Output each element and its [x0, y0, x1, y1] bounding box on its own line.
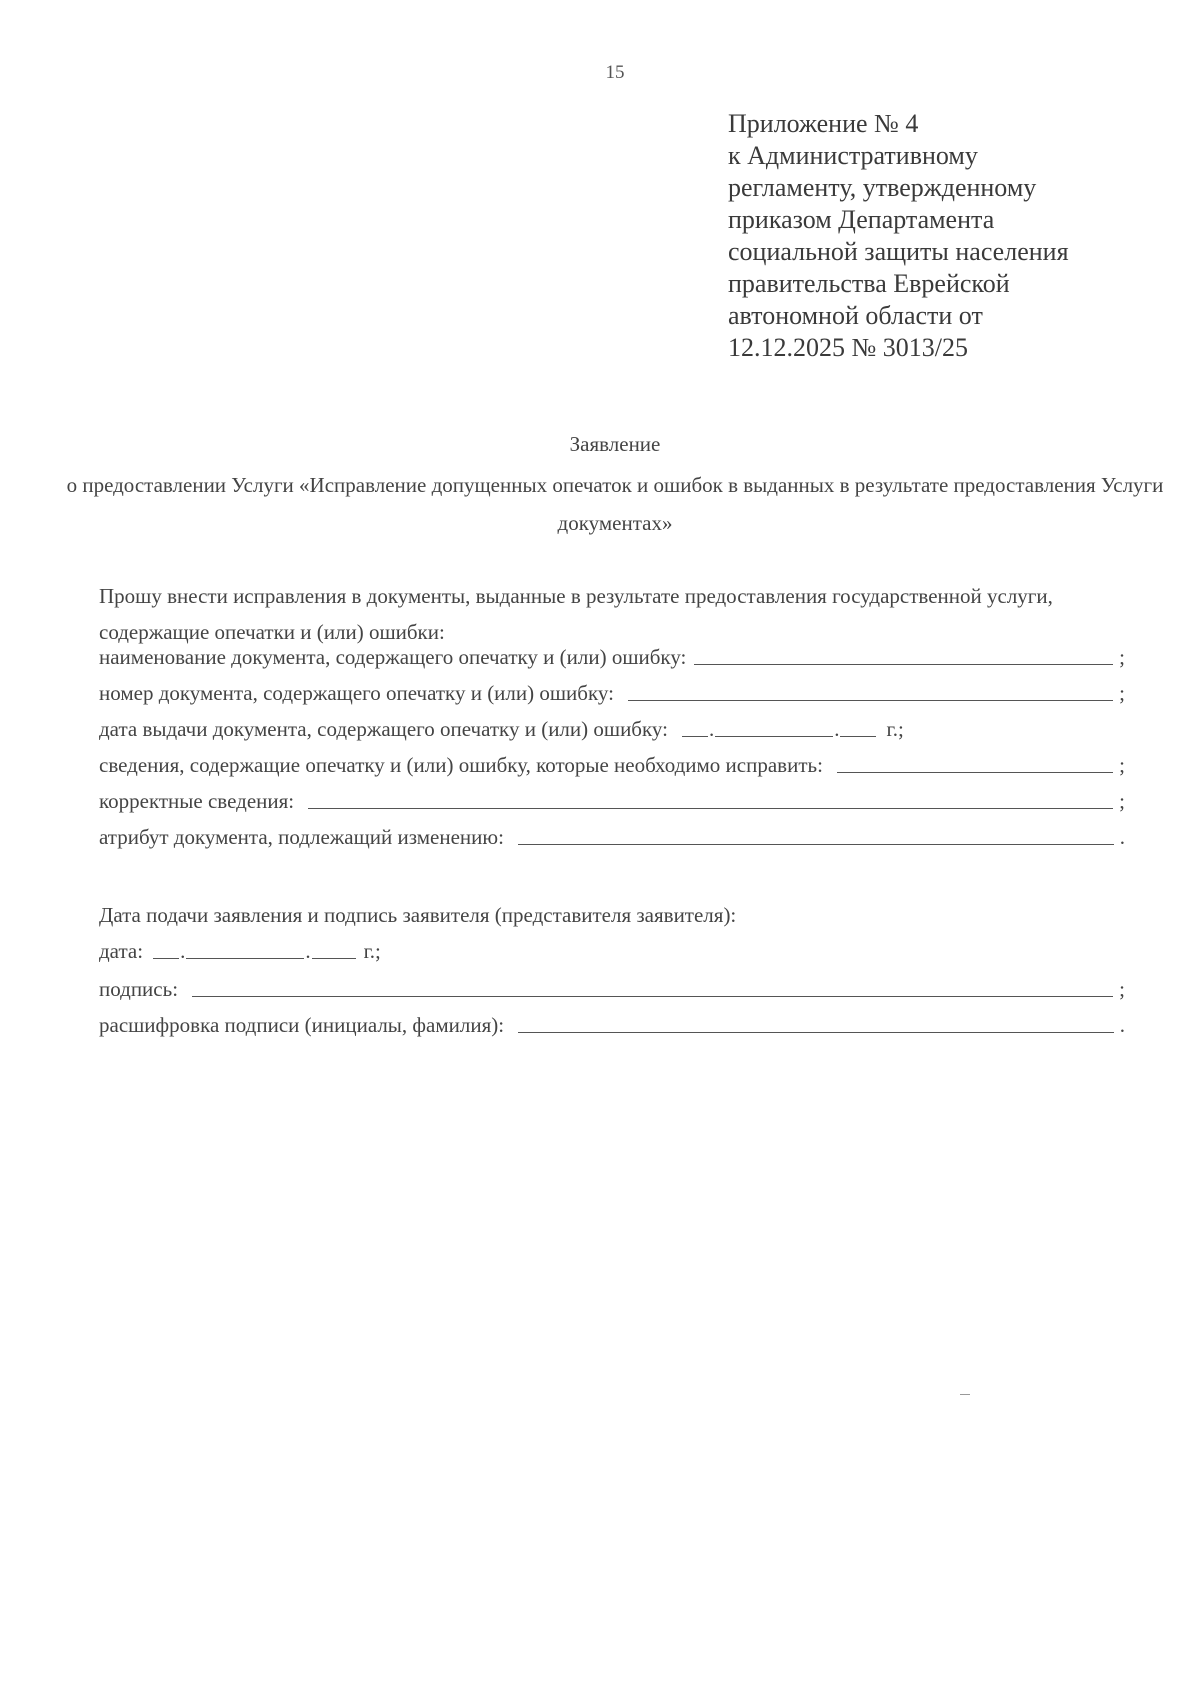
row-end-punct: ;	[1119, 753, 1125, 777]
row-end-punct: ;	[1119, 789, 1125, 813]
date-separator: .	[305, 939, 311, 963]
row-end-punct: .	[1119, 1013, 1125, 1037]
submission-date-row	[99, 934, 381, 964]
page-number: 15	[605, 62, 625, 83]
signature-row	[99, 972, 1125, 1002]
signature-label: подпись:	[99, 977, 179, 1001]
issue-year-blank[interactable]	[840, 735, 876, 737]
appendix-line: к Административному	[728, 141, 978, 170]
appendix-line: 12.12.2025 № 3013/25	[728, 333, 969, 362]
attribute-blank[interactable]	[518, 844, 1114, 845]
appendix-line: регламенту, утвержденному	[728, 173, 1037, 202]
year-suffix: г.;	[363, 939, 381, 963]
info-to-fix-label: сведения, содержащие опечатку и (или) ошибку, которые необходимо исправить:	[99, 753, 823, 777]
year-suffix: г.;	[886, 717, 904, 741]
row-end-punct: ;	[1119, 977, 1125, 1001]
signature-blank[interactable]	[192, 996, 1113, 997]
request-text: Прошу внести исправления в документы, выданные в результате предоставления государственной услуги, содержащие опечатки и (или) ошибки:	[99, 584, 1053, 644]
signature-heading: Дата подачи заявления и подпись заявителя (представителя заявителя):	[99, 903, 737, 927]
date-separator: .	[180, 939, 186, 963]
doc-number-blank[interactable]	[628, 700, 1113, 701]
appendix-line: автономной области от	[728, 301, 983, 330]
attribute-row	[99, 820, 1125, 850]
appendix-line: Приложение № 4	[728, 109, 919, 138]
signature-decoding-label: расшифровка подписи (инициалы, фамилия):	[99, 1013, 505, 1037]
submission-day-blank[interactable]	[153, 957, 179, 959]
appendix-header	[728, 108, 1069, 364]
info-to-fix-blank[interactable]	[837, 772, 1113, 773]
submission-date-label: дата:	[99, 939, 144, 963]
issue-date-row	[99, 712, 904, 742]
scan-mark	[960, 1394, 970, 1396]
issue-month-blank[interactable]	[715, 735, 833, 737]
row-end-punct: .	[1119, 825, 1125, 849]
document-subtitle: о предоставлении Услуги «Исправление допущенных опечаток и ошибок в выданных в результате предоставления Услуги документах»	[66, 473, 1164, 535]
signature-decoding-blank[interactable]	[518, 1032, 1114, 1033]
doc-name-blank[interactable]	[694, 664, 1113, 665]
doc-name-row	[99, 640, 1125, 670]
issue-date-label: дата выдачи документа, содержащего опечатку и (или) ошибку:	[99, 717, 668, 741]
submission-year-blank[interactable]	[312, 957, 356, 959]
doc-number-row	[99, 676, 1125, 706]
appendix-line: социальной защиты населения	[728, 237, 1069, 266]
signature-heading-row	[99, 898, 736, 928]
info-to-fix-row	[99, 748, 1125, 778]
row-end-punct: ;	[1119, 645, 1125, 669]
doc-number-label: номер документа, содержащего опечатку и (или) ошибку:	[99, 681, 614, 705]
correct-info-row	[99, 784, 1125, 814]
correct-info-blank[interactable]	[308, 808, 1113, 809]
signature-decoding-row	[99, 1008, 1125, 1038]
date-separator: .	[708, 717, 715, 741]
correct-info-label: корректные сведения:	[99, 789, 295, 813]
date-separator: .	[834, 717, 840, 741]
document-title: Заявление	[569, 432, 661, 456]
issue-day-blank[interactable]	[682, 735, 708, 737]
attribute-label: атрибут документа, подлежащий изменению:	[99, 825, 504, 849]
appendix-line: приказом Департамента	[728, 205, 995, 234]
row-end-punct: ;	[1119, 681, 1125, 705]
doc-name-label: наименование документа, содержащего опечатку и (или) ошибку:	[99, 645, 687, 669]
submission-month-blank[interactable]	[186, 957, 304, 959]
appendix-line: правительства Еврейской	[728, 269, 1010, 298]
